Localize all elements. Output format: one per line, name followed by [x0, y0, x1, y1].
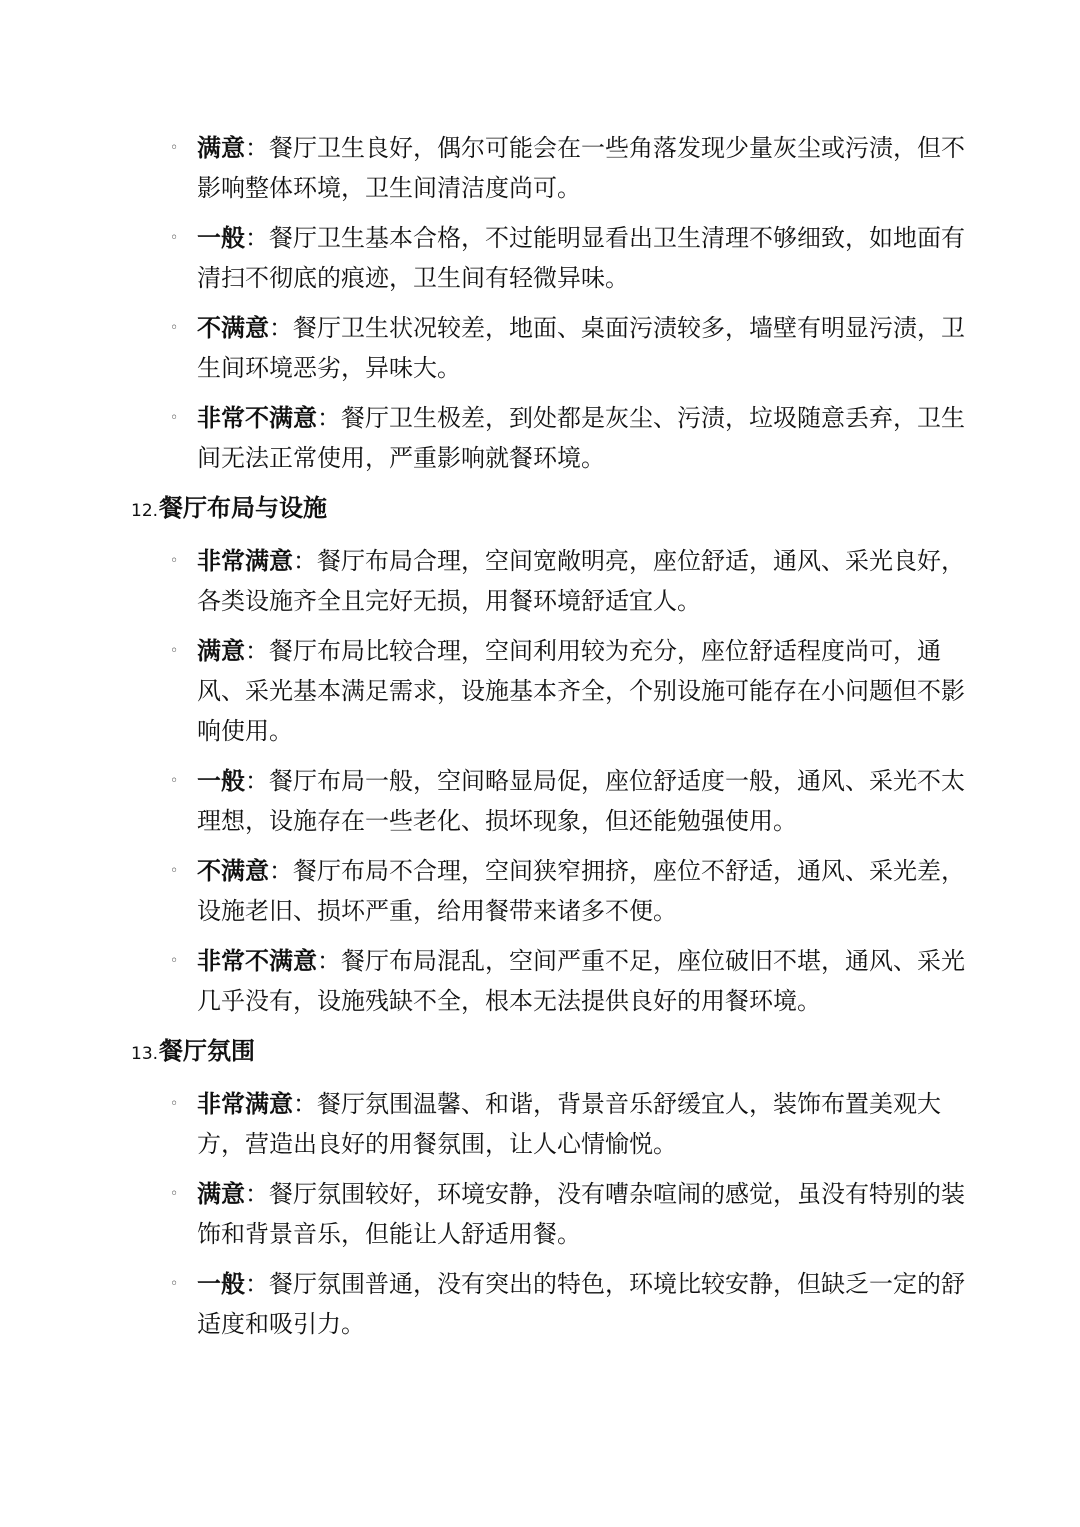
- bullet-icon: ◦: [170, 863, 179, 879]
- rating-label: 一般: [197, 224, 245, 252]
- list-item: [170, 128, 967, 208]
- rating-description: ：餐厅卫生基本合格，不过能明显看出卫生清理不够细致，如地面有清扫不彻底的痕迹，卫生间有轻微异味。: [197, 224, 965, 292]
- bullet-icon: ◦: [170, 140, 179, 156]
- list-item: [170, 851, 967, 931]
- list-item: [170, 398, 967, 478]
- rating-label: 不满意: [197, 314, 269, 342]
- list-item: [170, 1084, 967, 1164]
- bullet-icon: ◦: [170, 1096, 179, 1112]
- bullet-icon: ◦: [170, 643, 179, 659]
- rating-label: 满意: [197, 134, 245, 162]
- bullet-icon: ◦: [170, 1186, 179, 1202]
- bullet-icon: ◦: [170, 410, 179, 426]
- list-item: [170, 941, 967, 1021]
- rating-label: 非常不满意: [197, 947, 317, 975]
- rating-label: 非常满意: [197, 547, 293, 575]
- bullet-icon: ◦: [170, 953, 179, 969]
- bullet-icon: ◦: [170, 1276, 179, 1292]
- rating-description: ：餐厅卫生极差，到处都是灰尘、污渍，垃圾随意丢弃，卫生间无法正常使用，严重影响就餐环境。: [197, 404, 965, 472]
- rating-description: ：餐厅布局不合理，空间狭窄拥挤，座位不舒适，通风、采光差，设施老旧、损坏严重，给用餐带来诸多不便。: [197, 857, 965, 925]
- rating-description: ：餐厅布局比较合理，空间利用较为充分，座位舒适程度尚可，通风、采光基本满足需求，设施基本齐全，个别设施可能存在小问题但不影响使用。: [197, 637, 965, 745]
- rating-description: ：餐厅氛围普通，没有突出的特色，环境比较安静，但缺乏一定的舒适度和吸引力。: [197, 1270, 965, 1338]
- section-number: 13.: [131, 1044, 159, 1064]
- rating-description: ：餐厅氛围温馨、和谐，背景音乐舒缓宜人，装饰布置美观大方，营造出良好的用餐氛围，让人心情愉悦。: [197, 1090, 941, 1158]
- bullet-icon: ◦: [170, 230, 179, 246]
- rating-label: 满意: [197, 1180, 245, 1208]
- bullet-icon: ◦: [170, 773, 179, 789]
- list-item: [170, 1264, 967, 1344]
- rating-criteria-list: [0, 128, 1080, 1354]
- list-item: [170, 1174, 967, 1254]
- rating-description: ：餐厅卫生状况较差，地面、桌面污渍较多，墙壁有明显污渍，卫生间环境恶劣，异味大。: [197, 314, 965, 382]
- section-heading: [131, 1031, 1080, 1074]
- section-number: 12.: [131, 501, 159, 521]
- section-title: 餐厅氛围: [159, 1037, 256, 1065]
- rating-label: 满意: [197, 637, 245, 665]
- bullet-icon: ◦: [170, 553, 179, 569]
- rating-description: ：餐厅布局合理，空间宽敞明亮，座位舒适，通风、采光良好，各类设施齐全且完好无损，用餐环境舒适宜人。: [197, 547, 965, 615]
- section-heading: [131, 488, 1080, 531]
- rating-label: 一般: [197, 1270, 245, 1298]
- rating-label: 非常满意: [197, 1090, 293, 1118]
- rating-label: 非常不满意: [197, 404, 317, 432]
- bullet-icon: ◦: [170, 320, 179, 336]
- section-title: 餐厅布局与设施: [159, 494, 328, 522]
- rating-label: 不满意: [197, 857, 269, 885]
- list-item: [170, 308, 967, 388]
- rating-description: ：餐厅布局一般，空间略显局促，座位舒适度一般，通风、采光不太理想，设施存在一些老化、损坏现象，但还能勉强使用。: [197, 767, 965, 835]
- list-item: [170, 631, 967, 751]
- rating-description: ：餐厅布局混乱，空间严重不足，座位破旧不堪，通风、采光几乎没有，设施残缺不全，根本无法提供良好的用餐环境。: [197, 947, 965, 1015]
- list-item: [170, 541, 967, 621]
- rating-description: ：餐厅氛围较好，环境安静，没有嘈杂喧闹的感觉，虽没有特别的装饰和背景音乐，但能让人舒适用餐。: [197, 1180, 965, 1248]
- rating-label: 一般: [197, 767, 245, 795]
- list-item: [170, 761, 967, 841]
- list-item: [170, 218, 967, 298]
- rating-description: ：餐厅卫生良好，偶尔可能会在一些角落发现少量灰尘或污渍，但不影响整体环境，卫生间清洁度尚可。: [197, 134, 965, 202]
